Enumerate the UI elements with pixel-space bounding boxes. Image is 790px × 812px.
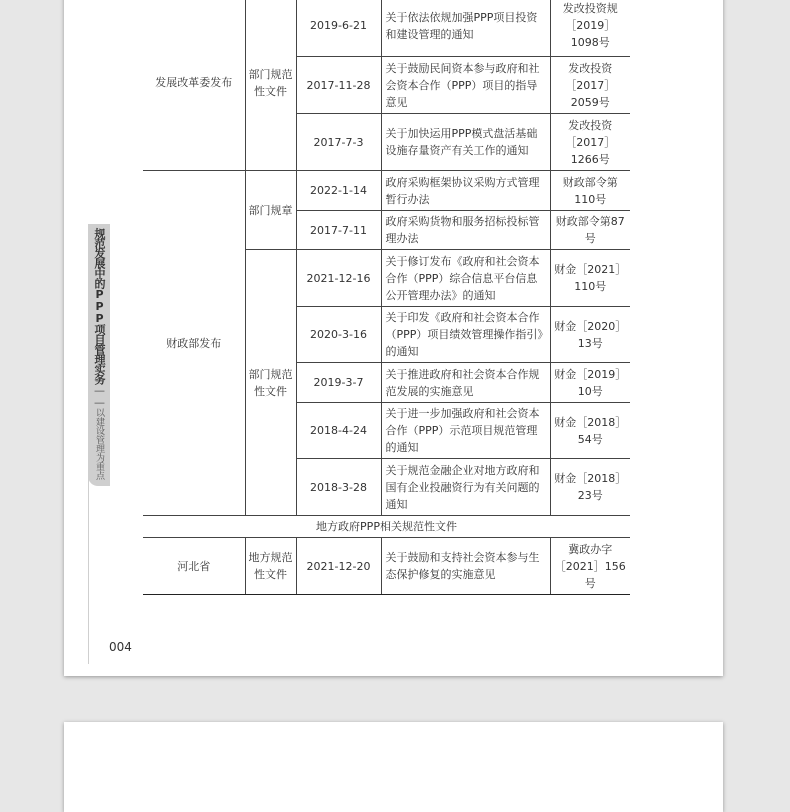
book-subtitle: 以建设管理为重点 [94, 408, 104, 480]
issuer-cell: 河北省 [143, 538, 245, 595]
date-cell: 2019-3-7 [296, 363, 381, 403]
table-row [143, 171, 630, 211]
table-row [143, 516, 630, 538]
title-cell: 关于推进政府和社会资本合作规范发展的实施意见 [381, 363, 550, 403]
doc-number-cell: 发改投资规［2019］1098号 [550, 0, 630, 57]
issuer-cell: 财政部发布 [143, 171, 245, 516]
title-cell: 关于依法依规加强PPP项目投资和建设管理的通知 [381, 0, 550, 57]
title-dash: —— [93, 384, 106, 408]
doc-number-cell: 财金［2021］110号 [550, 250, 630, 307]
title-cell: 关于规范金融企业对地方政府和国有企业投融资行为有关问题的通知 [381, 459, 550, 516]
doc-number-cell: 财金［2018］23号 [550, 459, 630, 516]
section-header-cell: 地方政府PPP相关规范性文件 [143, 516, 630, 538]
doc-type-cell: 部门规章 [245, 171, 296, 250]
book-title-vertical [91, 228, 107, 480]
doc-type-cell: 部门规范性文件 [245, 0, 296, 171]
title-cell: 关于鼓励和支持社会资本参与生态保护修复的实施意见 [381, 538, 550, 595]
doc-number-cell: 财政部令第110号 [550, 171, 630, 211]
book-page [64, 0, 723, 676]
date-cell: 2019-6-21 [296, 0, 381, 57]
doc-number-cell: 财金［2019］10号 [550, 363, 630, 403]
book-title: 规范发展中的PPP项目管理实务 [93, 228, 106, 384]
doc-number-cell: 冀政办字［2021］156号 [550, 538, 630, 595]
doc-type-cell: 部门规范性文件 [245, 250, 296, 516]
title-cell: 关于印发《政府和社会资本合作（PPP）项目绩效管理操作指引》的通知 [381, 307, 550, 363]
date-cell: 2020-3-16 [296, 307, 381, 363]
page-number: 004 [109, 640, 132, 654]
title-cell: 政府采购货物和服务招标投标管理办法 [381, 211, 550, 250]
title-cell: 关于修订发布《政府和社会资本合作（PPP）综合信息平台信息公开管理办法》的通知 [381, 250, 550, 307]
doc-number-cell: 财金［2020］13号 [550, 307, 630, 363]
doc-number-cell: 财金［2018］54号 [550, 403, 630, 459]
policy-table [143, 0, 630, 595]
date-cell: 2017-7-11 [296, 211, 381, 250]
doc-type-cell: 地方规范性文件 [245, 538, 296, 595]
date-cell: 2022-1-14 [296, 171, 381, 211]
table-row [143, 538, 630, 595]
title-cell: 政府采购框架协议采购方式管理暂行办法 [381, 171, 550, 211]
date-cell: 2021-12-20 [296, 538, 381, 595]
doc-number-cell: 发改投资［2017］2059号 [550, 57, 630, 114]
issuer-cell: 发展改革委发布 [143, 0, 245, 171]
next-book-page [64, 722, 723, 812]
doc-number-cell: 财政部令第87号 [550, 211, 630, 250]
title-cell: 关于进一步加强政府和社会资本合作（PPP）示范项目规范管理的通知 [381, 403, 550, 459]
title-cell: 关于鼓励民间资本参与政府和社会资本合作（PPP）项目的指导意见 [381, 57, 550, 114]
date-cell: 2017-11-28 [296, 57, 381, 114]
date-cell: 2017-7-3 [296, 114, 381, 171]
date-cell: 2018-3-28 [296, 459, 381, 516]
doc-number-cell: 发改投资［2017］1266号 [550, 114, 630, 171]
side-rule [88, 474, 89, 664]
date-cell: 2021-12-16 [296, 250, 381, 307]
table-row [143, 0, 630, 57]
title-cell: 关于加快运用PPP模式盘活基础设施存量资产有关工作的通知 [381, 114, 550, 171]
date-cell: 2018-4-24 [296, 403, 381, 459]
